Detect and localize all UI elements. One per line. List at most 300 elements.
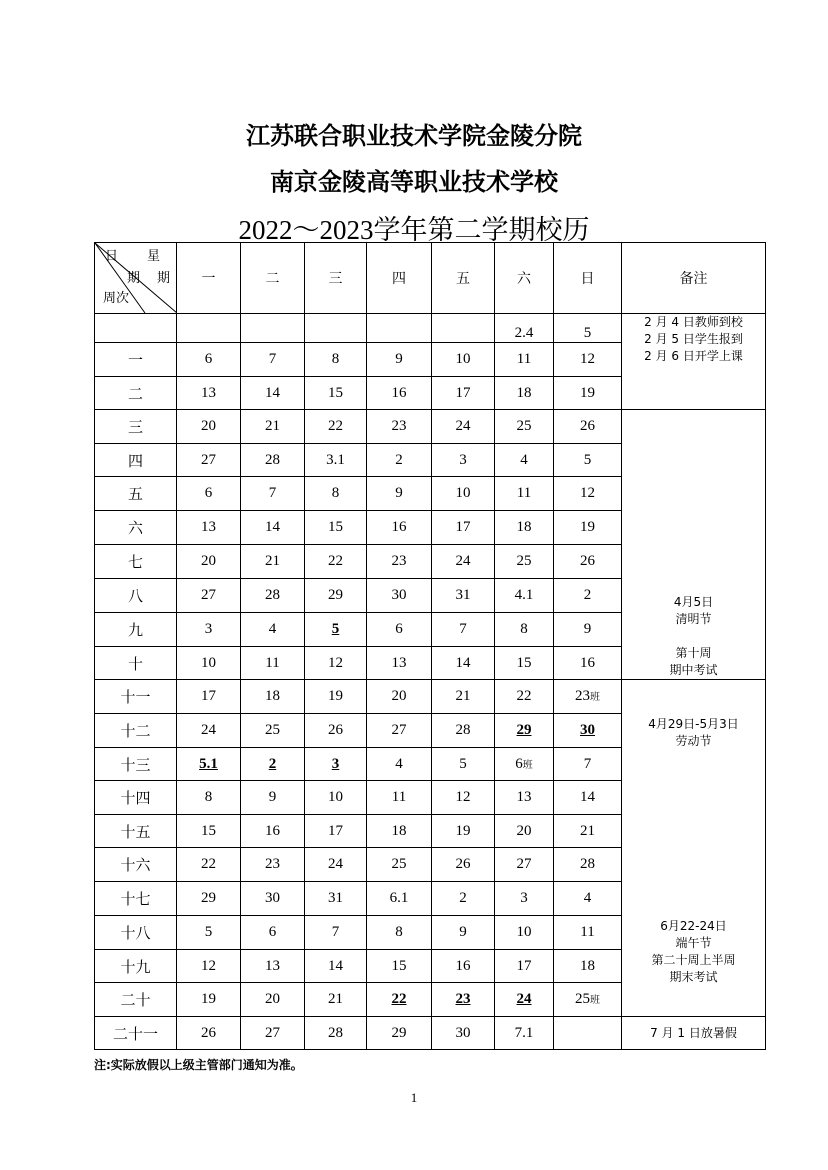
week-number: 十九: [95, 950, 177, 983]
date-value: 22: [391, 991, 407, 1007]
date-value: 12: [580, 485, 595, 501]
date-value: 19: [580, 384, 595, 401]
date-value: 22: [328, 418, 343, 434]
date-value: 26: [455, 856, 471, 872]
date-value: 30: [391, 587, 407, 603]
day-header: 一: [177, 243, 241, 314]
corner-label-xing: 星: [147, 249, 161, 264]
date-value: 27: [391, 722, 407, 738]
note-line: 6月22-24日: [660, 919, 727, 933]
date-cell: [432, 781, 495, 815]
date-cell: [241, 410, 305, 444]
date-cell: [495, 815, 554, 848]
date-cell: [432, 916, 495, 950]
week-number: 四: [95, 444, 177, 477]
date-cell: [495, 1017, 554, 1050]
week-number: 十二: [95, 714, 177, 748]
date-value: 21: [455, 688, 471, 704]
date-value: 18: [516, 384, 532, 401]
date-value: 8: [331, 485, 340, 501]
week-number: 八: [95, 579, 177, 613]
date-cell: [241, 1017, 305, 1050]
date-value: 14: [265, 519, 280, 535]
date-cell: [367, 511, 432, 545]
note-line: 期末考试: [669, 970, 718, 984]
date-cell: [554, 781, 622, 815]
date-cell: [305, 314, 367, 343]
footnote: 注:实际放假以上级主管部门通知为准。: [94, 1058, 303, 1072]
date-value: 2: [583, 587, 592, 603]
date-value: 17: [516, 957, 532, 974]
note-line: 2 月 6 日开学上课: [644, 349, 743, 363]
date-value: 24: [455, 418, 471, 434]
date-cell: [554, 647, 622, 680]
date-value: 7: [331, 924, 340, 940]
date-value: 3: [520, 890, 528, 906]
date-value: 22: [201, 856, 216, 872]
date-cell: [367, 950, 432, 983]
week-number: 十四: [95, 781, 177, 815]
date-value: 4: [268, 621, 277, 637]
date-cell: [305, 848, 367, 882]
date-cell: [495, 545, 554, 579]
date-cell: [495, 314, 554, 343]
date-value: 7.1: [514, 1024, 534, 1041]
date-value: 9: [395, 485, 403, 501]
note-line: 期中考试: [669, 663, 718, 677]
week-number: 十三: [95, 748, 177, 781]
date-cell: [432, 444, 495, 477]
date-cell: [305, 613, 367, 647]
date-value: 11: [580, 924, 595, 940]
date-value: 15: [328, 519, 343, 535]
date-cell: [305, 410, 367, 444]
date-cell: [177, 314, 241, 343]
date-cell: [367, 714, 432, 748]
date-cell: [495, 377, 554, 410]
date-cell: [305, 714, 367, 748]
date-cell: [495, 444, 554, 477]
week-number: 十五: [95, 815, 177, 848]
date-cell: [241, 748, 305, 781]
week-row: [95, 1017, 766, 1050]
date-cell: [241, 477, 305, 511]
date-cell: [305, 579, 367, 613]
date-cell: [554, 815, 622, 848]
date-value: 30: [580, 722, 595, 738]
date-cell: [305, 815, 367, 848]
note-line: [622, 628, 765, 645]
date-value: 28: [265, 451, 280, 468]
date-value: 3: [204, 621, 213, 637]
date-value: 9: [459, 924, 467, 940]
date-cell: [554, 477, 622, 511]
date-cell: [241, 613, 305, 647]
date-value: 6: [268, 924, 277, 940]
date-value: 3: [459, 451, 467, 468]
date-cell: [432, 714, 495, 748]
date-cell: [495, 714, 554, 748]
date-value: 2: [395, 451, 403, 468]
date-cell: [305, 1017, 367, 1050]
date-cell: [432, 1017, 495, 1050]
date-value: 19: [201, 991, 216, 1007]
date-cell: [367, 916, 432, 950]
date-cell: [367, 545, 432, 579]
week-number: 十六: [95, 848, 177, 882]
date-cell: [241, 343, 305, 377]
date-value: 10: [201, 654, 216, 671]
week-row: [95, 410, 766, 444]
date-value: 20: [201, 553, 216, 569]
notes-cell: [622, 314, 766, 410]
date-cell: [432, 613, 495, 647]
date-cell: [432, 983, 495, 1017]
date-cell: [305, 377, 367, 410]
week-number: 十七: [95, 882, 177, 916]
date-value: 20: [516, 822, 532, 839]
calendar-title: 2022～2023学年第二学期校历: [238, 215, 590, 245]
date-value: 29: [516, 722, 532, 738]
date-value: 30: [265, 890, 280, 906]
date-value: 25: [516, 418, 532, 434]
header-row: [95, 243, 766, 314]
date-cell: [241, 579, 305, 613]
date-value: 24: [516, 991, 532, 1007]
date-value: 2.4: [514, 325, 534, 341]
day-header: 二: [241, 243, 305, 314]
week-number: 一: [95, 343, 177, 377]
date-cell: [367, 343, 432, 377]
date-value: 19: [455, 822, 471, 839]
week-number: 二十: [95, 983, 177, 1017]
date-cell: [241, 377, 305, 410]
date-value: 13: [391, 654, 407, 671]
class-mark: 班: [590, 692, 600, 703]
date-cell: [177, 511, 241, 545]
date-cell: [177, 680, 241, 714]
date-value: 21: [265, 553, 280, 569]
notes-header: 备注: [622, 243, 766, 314]
date-cell: [177, 781, 241, 815]
date-value: 28: [328, 1024, 343, 1041]
day-header: 日: [554, 243, 622, 314]
class-mark: 班: [522, 759, 533, 771]
date-value: 6: [395, 621, 403, 637]
date-cell: [367, 680, 432, 714]
date-cell: [432, 511, 495, 545]
date-cell: [554, 444, 622, 477]
date-value: 18: [516, 519, 532, 535]
date-value: 20: [201, 418, 216, 434]
date-value: 11: [391, 789, 407, 805]
date-cell: [495, 983, 554, 1017]
date-value: 12: [580, 351, 595, 367]
date-value: 11: [516, 351, 532, 367]
date-value: 20: [391, 688, 407, 704]
date-cell: [177, 444, 241, 477]
date-value: 23: [391, 418, 407, 434]
date-value: 25: [265, 722, 280, 738]
date-cell: [367, 882, 432, 916]
date-cell: [432, 950, 495, 983]
date-cell: [241, 444, 305, 477]
date-cell: [305, 511, 367, 545]
date-value: 16: [455, 957, 471, 974]
date-cell: [495, 613, 554, 647]
date-cell: [495, 748, 554, 781]
date-value: 5: [331, 621, 340, 637]
date-value: 3: [331, 755, 340, 772]
date-value: 27: [516, 856, 532, 872]
date-cell: [495, 343, 554, 377]
date-cell: [367, 647, 432, 680]
date-cell: [554, 343, 622, 377]
note-line: 4月5日: [673, 595, 714, 609]
note-line: 4月29日-5月3日: [648, 717, 739, 731]
week-number: 五: [95, 477, 177, 511]
date-cell: [554, 748, 622, 781]
date-cell: [554, 983, 622, 1017]
date-cell: [241, 314, 305, 343]
date-cell: [495, 916, 554, 950]
date-cell: [554, 882, 622, 916]
date-cell: [305, 916, 367, 950]
note-line: 2 月 5 日学生报到: [644, 332, 743, 346]
date-value: 15: [328, 384, 343, 401]
date-value: 25: [391, 856, 407, 872]
date-cell: [367, 613, 432, 647]
note-line: 端午节: [675, 936, 712, 950]
date-cell: [305, 950, 367, 983]
date-cell: [432, 647, 495, 680]
date-cell: [367, 815, 432, 848]
date-cell: [495, 579, 554, 613]
week-number: 六: [95, 511, 177, 545]
date-cell: [495, 410, 554, 444]
date-value: 15: [201, 822, 216, 839]
date-value: 14: [328, 957, 343, 974]
date-cell: [305, 781, 367, 815]
date-value: 6: [204, 351, 213, 367]
date-cell: [177, 343, 241, 377]
date-value: 30: [455, 1024, 471, 1041]
date-cell: [177, 1017, 241, 1050]
date-value: 13: [201, 519, 216, 535]
date-value: 18: [265, 688, 280, 704]
date-value: 14: [580, 789, 595, 805]
date-cell: [495, 477, 554, 511]
date-cell: [432, 343, 495, 377]
date-value: 7: [459, 621, 467, 637]
date-cell: [367, 444, 432, 477]
date-value: 27: [265, 1024, 280, 1041]
class-mark: 班: [590, 995, 600, 1006]
date-cell: [495, 680, 554, 714]
date-cell: [495, 781, 554, 815]
date-value: 23: [265, 856, 280, 872]
date-cell: [177, 983, 241, 1017]
date-cell: [177, 815, 241, 848]
date-value: 19: [580, 519, 595, 535]
date-value: 22: [516, 688, 532, 704]
date-value: 6: [515, 755, 523, 772]
week-row: [95, 314, 766, 343]
date-value: 26: [328, 722, 343, 738]
date-cell: [305, 343, 367, 377]
date-value: 21: [328, 991, 343, 1007]
date-value: 29: [201, 890, 216, 906]
date-value: 12: [455, 789, 471, 805]
date-cell: [554, 545, 622, 579]
date-value: 26: [580, 418, 595, 434]
date-value: 23: [575, 688, 590, 704]
date-value: 5: [583, 325, 592, 341]
date-value: 3.1: [326, 451, 345, 468]
date-value: 26: [580, 553, 595, 569]
date-value: 15: [391, 957, 407, 974]
date-value: 14: [455, 654, 471, 671]
date-cell: [177, 882, 241, 916]
date-cell: [241, 848, 305, 882]
date-value: 9: [395, 351, 403, 367]
date-cell: [554, 613, 622, 647]
date-value: 8: [204, 789, 213, 805]
date-cell: [177, 848, 241, 882]
date-cell: [432, 579, 495, 613]
date-cell: [177, 748, 241, 781]
date-value: 24: [455, 553, 471, 569]
date-value: 16: [580, 654, 595, 671]
date-cell: [554, 377, 622, 410]
date-value: 17: [455, 384, 471, 401]
date-value: 17: [328, 822, 343, 839]
date-value: 2: [268, 755, 277, 772]
date-cell: [554, 579, 622, 613]
date-value: 10: [516, 924, 532, 940]
date-value: 28: [580, 856, 595, 872]
date-cell: [367, 781, 432, 815]
date-value: 21: [265, 418, 280, 434]
date-cell: [177, 410, 241, 444]
week-number: 十: [95, 647, 177, 680]
date-cell: [177, 579, 241, 613]
page-number: 1: [410, 1090, 418, 1105]
date-value: 10: [455, 485, 471, 501]
date-cell: [241, 815, 305, 848]
date-value: 27: [201, 451, 216, 468]
date-value: 18: [391, 822, 407, 839]
date-cell: [554, 714, 622, 748]
date-cell: [432, 477, 495, 511]
date-cell: [177, 613, 241, 647]
date-cell: [367, 477, 432, 511]
corner-label-qi1: 期: [127, 271, 141, 286]
date-cell: [554, 916, 622, 950]
date-cell: [177, 714, 241, 748]
date-cell: [432, 748, 495, 781]
date-value: 13: [265, 957, 280, 974]
date-cell: [241, 680, 305, 714]
corner-label-zhouci: 周次: [103, 291, 130, 306]
date-cell: [241, 983, 305, 1017]
date-value: 15: [516, 654, 532, 671]
date-value: 8: [520, 621, 528, 637]
date-cell: [495, 647, 554, 680]
date-value: 11: [516, 485, 532, 501]
date-value: 4.1: [514, 587, 534, 603]
date-cell: [305, 444, 367, 477]
date-cell: [305, 647, 367, 680]
week-number: 三: [95, 410, 177, 444]
date-value: 22: [328, 553, 343, 569]
date-cell: [432, 680, 495, 714]
date-cell: [495, 848, 554, 882]
date-cell: [432, 815, 495, 848]
date-cell: [554, 1017, 622, 1050]
date-cell: [367, 983, 432, 1017]
date-cell: [177, 950, 241, 983]
date-cell: [432, 545, 495, 579]
date-cell: [241, 882, 305, 916]
date-cell: [241, 950, 305, 983]
date-cell: [305, 748, 367, 781]
date-cell: [305, 477, 367, 511]
date-cell: [432, 410, 495, 444]
date-cell: [495, 882, 554, 916]
date-cell: [241, 511, 305, 545]
note-block-dragon-boat: [622, 918, 765, 986]
date-value: 8: [331, 351, 340, 367]
notes-cell: [622, 680, 766, 1017]
date-cell: [367, 377, 432, 410]
date-value: 25: [516, 553, 532, 569]
date-cell: [554, 680, 622, 714]
date-value: 11: [265, 654, 280, 671]
date-value: 10: [455, 351, 471, 367]
day-header: 六: [495, 243, 554, 314]
date-value: 17: [201, 688, 216, 704]
date-value: 21: [580, 822, 595, 839]
date-value: 16: [391, 519, 407, 535]
date-value: 28: [265, 587, 280, 603]
school-subname: 南京金陵高等职业技术学校: [270, 168, 558, 196]
date-value: 7: [268, 351, 277, 367]
day-header: 三: [305, 243, 367, 314]
date-cell: [554, 314, 622, 343]
date-value: 7: [268, 485, 277, 501]
date-cell: [432, 882, 495, 916]
date-value: 5: [583, 451, 592, 468]
date-value: 6.1: [389, 890, 409, 906]
date-cell: [432, 314, 495, 343]
date-cell: [241, 916, 305, 950]
date-cell: [305, 983, 367, 1017]
date-value: 17: [455, 519, 471, 535]
date-cell: [432, 848, 495, 882]
date-value: 4: [395, 755, 403, 772]
date-cell: [554, 410, 622, 444]
date-value: 7: [583, 755, 592, 772]
week-number: 九: [95, 613, 177, 647]
note-block-labor-day: [622, 680, 765, 750]
date-cell: [241, 647, 305, 680]
date-cell: [305, 680, 367, 714]
date-value: 27: [201, 587, 216, 603]
date-value: 14: [265, 384, 280, 401]
date-value: 18: [580, 957, 595, 974]
date-cell: [241, 714, 305, 748]
